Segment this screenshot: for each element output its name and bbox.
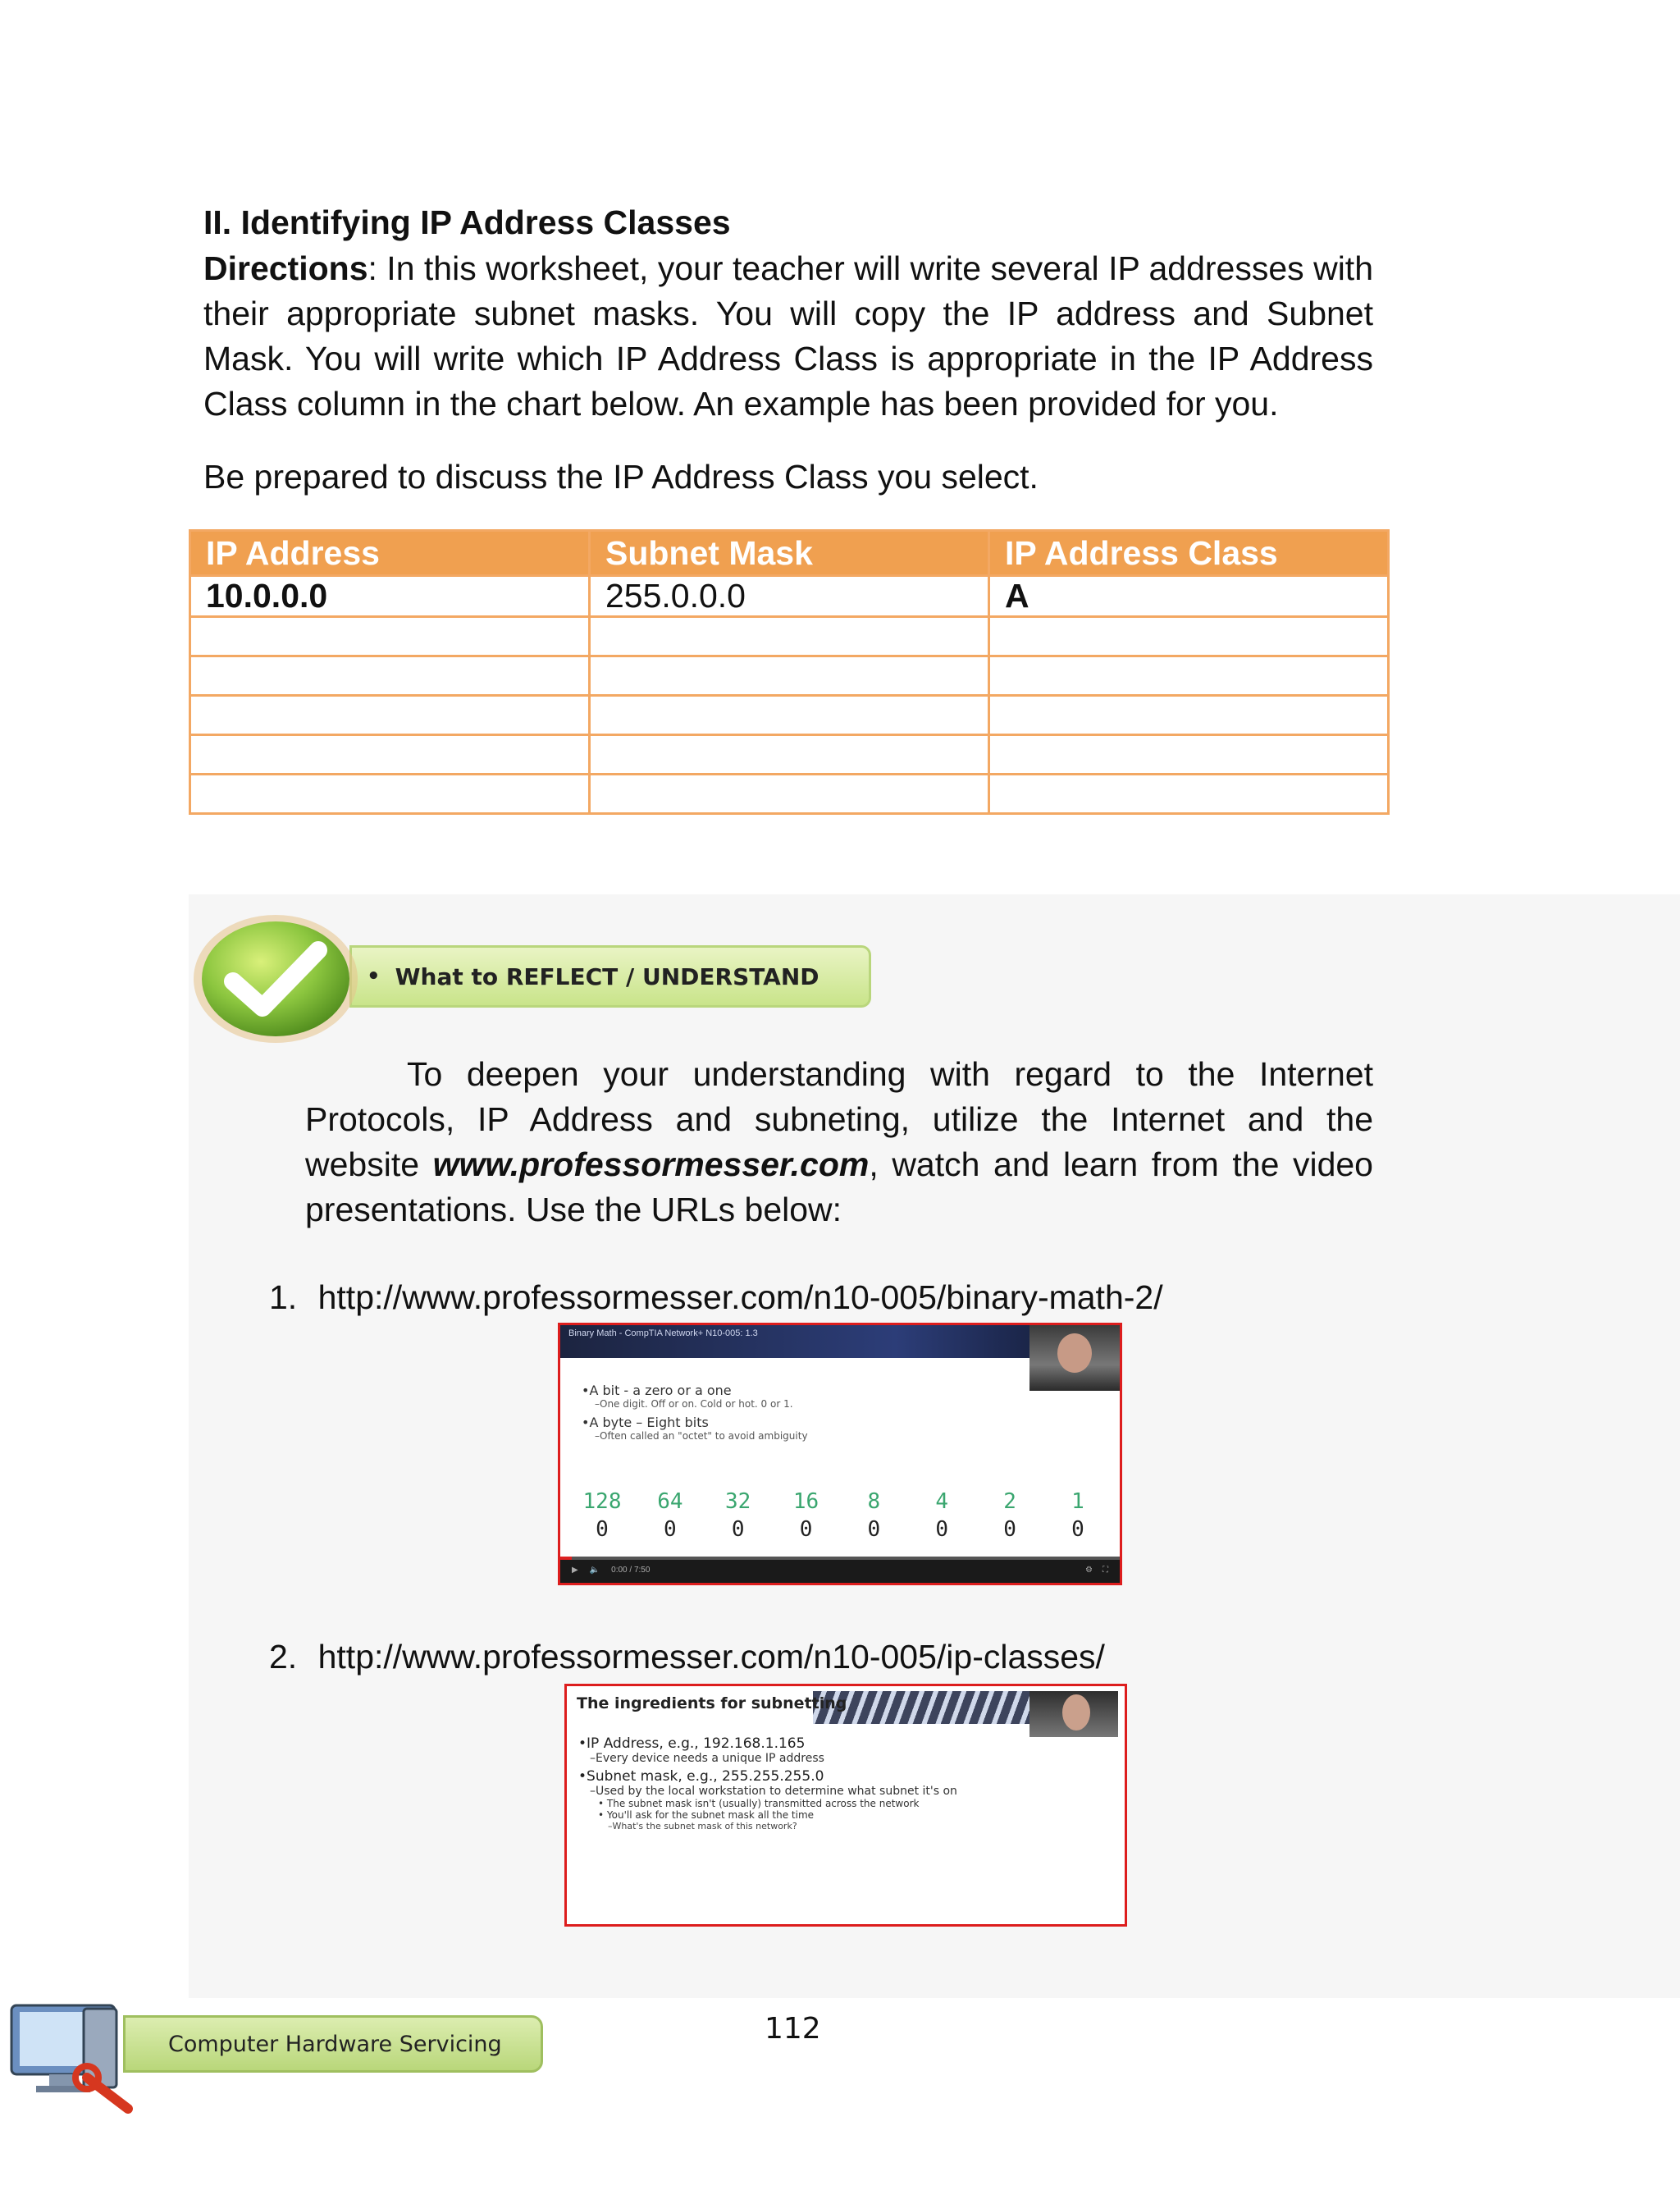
bullet-icon: •: [367, 964, 381, 989]
slide-line: –Used by the local workstation to determine what subnet it's on: [590, 1785, 957, 1798]
ip-class-table: [189, 529, 1390, 815]
website-link[interactable]: www.professormesser.com: [432, 1145, 870, 1183]
slide-line: • You'll ask for the subnet mask all the time: [598, 1809, 815, 1821]
directions-label: Directions: [203, 249, 368, 287]
table-row: [190, 775, 1389, 814]
cell-ip-class: [989, 696, 1389, 735]
video-title-bar: [560, 1325, 1120, 1358]
video-title: Binary Math - CompTIA Network+ N10-005: 1.3: [568, 1328, 758, 1338]
cell-ip-class: [989, 775, 1389, 814]
slide-bullet: •A byte – Eight bits: [582, 1415, 709, 1430]
cell-subnet-mask: 255.0.0.0: [590, 576, 989, 617]
table-row: [190, 576, 1389, 617]
volume-icon[interactable]: 🔈: [589, 1565, 600, 1575]
bit-column: 1 0: [1071, 1489, 1084, 1542]
bit-column: 32 0: [725, 1489, 751, 1542]
list-item: [269, 1278, 1163, 1317]
bit-column: 8 0: [867, 1489, 881, 1542]
list-item: [269, 1638, 1105, 1676]
slide-line: –Every device needs a unique IP address: [590, 1752, 824, 1765]
cell-ip-address: [190, 735, 590, 775]
slide-line: •IP Address, e.g., 192.168.1.165: [578, 1735, 806, 1752]
header-ip-address: IP Address: [190, 531, 590, 576]
reflect-text-start: To deepen your understanding with regard to the Internet Protocols, IP Address and subneting, utilize the Internet and the website: [305, 1055, 1373, 1183]
cell-ip-class: [989, 735, 1389, 775]
reflect-paragraph: [305, 1052, 1373, 1232]
directions-text: : In this worksheet, your teacher will write several IP addresses with their appropriate subnet masks. You will copy the IP address and Subnet Mask. You will write which IP Address Class is appropriate in the IP Address Class column in the chart below. An example has been provided for you.: [203, 249, 1373, 423]
computer-repair-icon: [5, 1999, 144, 2114]
slide-sub-bullet: –One digit. Off or on. Cold or hot. 0 or 1.: [595, 1398, 793, 1410]
presenter-thumbnail: [1029, 1691, 1118, 1737]
reflect-banner: [349, 945, 871, 1008]
table-row: [190, 656, 1389, 696]
discussion-note: Be prepared to discuss the IP Address Class you select.: [203, 458, 1039, 496]
video-screenshot-ip-classes[interactable]: [564, 1684, 1127, 1927]
bit-column: 4 0: [935, 1489, 949, 1542]
table-row: [190, 617, 1389, 656]
settings-icon[interactable]: ⚙: [1085, 1565, 1093, 1575]
video-time: 0:00 / 7:50: [611, 1565, 651, 1575]
bit-table: [573, 1489, 1107, 1542]
presenter-thumbnail: [1029, 1325, 1120, 1391]
cell-ip-address: [190, 775, 590, 814]
url-link[interactable]: http://www.professormesser.com/n10-005/ip-classes/: [317, 1638, 1105, 1676]
directions-paragraph: [203, 246, 1373, 427]
slide-line: • The subnet mask isn't (usually) transmitted across the network: [598, 1798, 920, 1809]
bit-column: 64 0: [657, 1489, 683, 1542]
checkmark-icon: [190, 911, 361, 1047]
cell-ip-class: [989, 656, 1389, 696]
slide-sub-bullet: –Often called an "octet" to avoid ambiguity: [595, 1430, 808, 1442]
video-progress-bar[interactable]: [560, 1557, 1120, 1560]
video-screenshot-binary-math[interactable]: [558, 1323, 1122, 1585]
table-row: [190, 735, 1389, 775]
slide-title: The ingredients for subnetting: [577, 1694, 847, 1712]
bit-column: 16 0: [792, 1489, 819, 1542]
cell-subnet-mask: [590, 656, 989, 696]
slide-body: [578, 1732, 957, 1831]
header-subnet-mask: Subnet Mask: [590, 531, 989, 576]
footer-label: Computer Hardware Servicing: [168, 2031, 502, 2057]
table-header-row: [190, 531, 1389, 576]
reflect-text-end: , watch and learn from the video presentations. Use the URLs below:: [305, 1145, 1373, 1228]
list-number: 2.: [269, 1638, 298, 1676]
bit-column: 2 0: [1003, 1489, 1016, 1542]
cell-ip-address: [190, 617, 590, 656]
cell-subnet-mask: [590, 735, 989, 775]
video-controls[interactable]: [560, 1557, 1120, 1583]
cell-subnet-mask: [590, 775, 989, 814]
page-number: 112: [765, 2012, 821, 2046]
play-icon[interactable]: ▶: [572, 1565, 578, 1575]
slide-bullet: •A bit - a zero or a one: [582, 1383, 732, 1398]
slide-line: •Subnet mask, e.g., 255.255.255.0: [578, 1768, 824, 1785]
cell-subnet-mask: [590, 696, 989, 735]
fullscreen-icon[interactable]: ⛶: [1102, 1565, 1108, 1575]
bit-column: 128 0: [582, 1489, 622, 1542]
cell-subnet-mask: [590, 617, 989, 656]
header-ip-class: IP Address Class: [989, 531, 1389, 576]
slide-line: –What's the subnet mask of this network?: [608, 1821, 797, 1831]
footer-banner: [123, 2015, 543, 2073]
cell-ip-class: [989, 617, 1389, 656]
section-title: II. Identifying IP Address Classes: [203, 203, 731, 241]
cell-ip-address: [190, 656, 590, 696]
list-number: 1.: [269, 1278, 298, 1316]
url-link[interactable]: http://www.professormesser.com/n10-005/binary-math-2/: [317, 1278, 1163, 1316]
cell-ip-address: [190, 696, 590, 735]
cell-ip-class: A: [989, 576, 1389, 617]
table-row: [190, 696, 1389, 735]
cell-ip-address: 10.0.0.0: [190, 576, 590, 617]
reflect-label: What to REFLECT / UNDERSTAND: [395, 962, 819, 990]
